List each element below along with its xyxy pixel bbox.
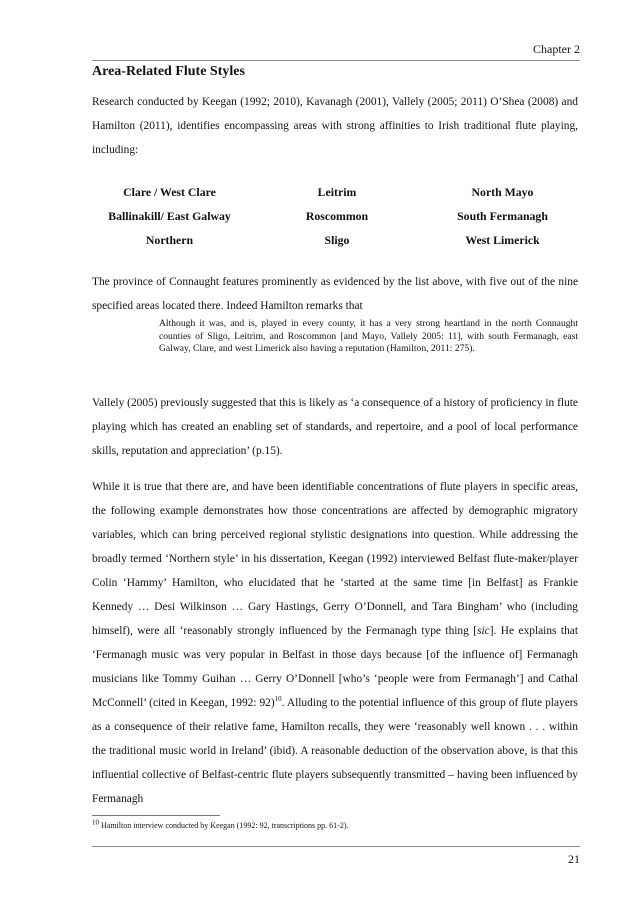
- region-cell: Sligo: [324, 232, 350, 247]
- footnote: [92, 818, 349, 830]
- connaught-paragraph: The province of Connaught features prominently as evidenced by the list above, with five out of the nine specified areas located there. Indeed Hamilton remarks that: [92, 276, 578, 312]
- region-cell: North Mayo: [471, 184, 534, 199]
- block-quote: Although it was, and is, played in every county, it has a very strong heartland in the north Connaught counties of Sligo, Leitrim, and Roscommon [and Mayo, Vallely 2005: 11], with south Fermanagh, east Galway, Clare, and west Limerick also having a reputation (Hamilton, 2011: 275).: [159, 318, 578, 355]
- regions-row: [92, 204, 578, 228]
- intro-paragraph: Research conducted by Keegan (1992; 2010), Kavanagh (2001), Vallely (2005; 2011) O’Shea (2008) and Hamilton (2011), identifies encompassing areas with strong affinities to Irish traditional flute playing, including:: [92, 96, 578, 156]
- hamilton-paragraph: [92, 475, 578, 811]
- vallely-paragraph: Vallely (2005) previously suggested that this is likely as ‘a consequence of a history of proficiency in flute playing which has created an enabling set of standards, and repertoire, and a pool of local performance skills, reputation and appreciation’ (p.15).: [92, 397, 578, 457]
- chapter-label: Chapter 2: [533, 42, 580, 56]
- footnote-number: 10: [92, 818, 99, 827]
- running-header: [92, 38, 580, 61]
- region-cell: South Fermanagh: [457, 208, 548, 223]
- region-cell: Northern: [145, 232, 194, 247]
- footnote-reference[interactable]: 10: [274, 695, 282, 704]
- footnote-divider: [92, 815, 220, 816]
- paragraph-text: While it is true that there are, and have been identifiable concentrations of flute players in specific areas, the following example demonstrates how those concentrations are affected by demographic migratory variables, which can bring perceived regional stylistic designations into question. While addressing the broadly termed ‘Northern style’ in his dissertation, Keegan (1992) interviewed Belfast flute-maker/player Colin ‘Hammy’ Hamilton, who elucidated that he ‘started at the same time [in Belfast] as Frankie Kennedy … Desi Wilkinson … Gary Hastings, Gerry O’Donnell, and Tara Bingham’ who (including himself), were all ‘reasonably strongly influenced by the Fermanagh type thing [: [92, 481, 578, 637]
- page-number: 21: [568, 852, 580, 866]
- regions-row: [92, 228, 578, 252]
- footer-divider: [92, 846, 580, 847]
- paragraph-text: . Alluding to the potential influence of this group of flute players as a consequence of their relative fame, Hamilton recalls, they were ‘reasonably well known . . . within the traditional music world in Ireland’ (ibid). A reasonable deduction of the observation above, is that this influential collective of Belfast-centric flute players subsequently transmitted – having been influenced by Fermanagh: [92, 697, 578, 805]
- regions-row: [92, 180, 578, 204]
- region-cell: Leitrim: [317, 184, 357, 199]
- regions-table: [92, 180, 578, 252]
- region-cell: Clare / West Clare: [123, 184, 216, 199]
- region-cell: West Limerick: [465, 232, 540, 247]
- sic-italic: sic: [477, 625, 490, 637]
- section-title: Area-Related Flute Styles: [92, 64, 245, 79]
- region-cell: Ballinakill/ East Galway: [108, 208, 231, 223]
- footnote-text: Hamilton interview conducted by Keegan (1992: 92, transcriptions pp. 61-2).: [99, 821, 349, 830]
- paragraph-text: ]. He explains that ‘Fermanagh music was very popular in Belfast in those days because [of the influence of] Fermanagh musicians like Tommy Guihan … Gerry O’Donnell [who’s ‘people were from Fermanagh’] and Cathal McConnell’ (cited in Keegan, 1992: 92): [92, 625, 578, 709]
- region-cell: Roscommon: [305, 208, 369, 223]
